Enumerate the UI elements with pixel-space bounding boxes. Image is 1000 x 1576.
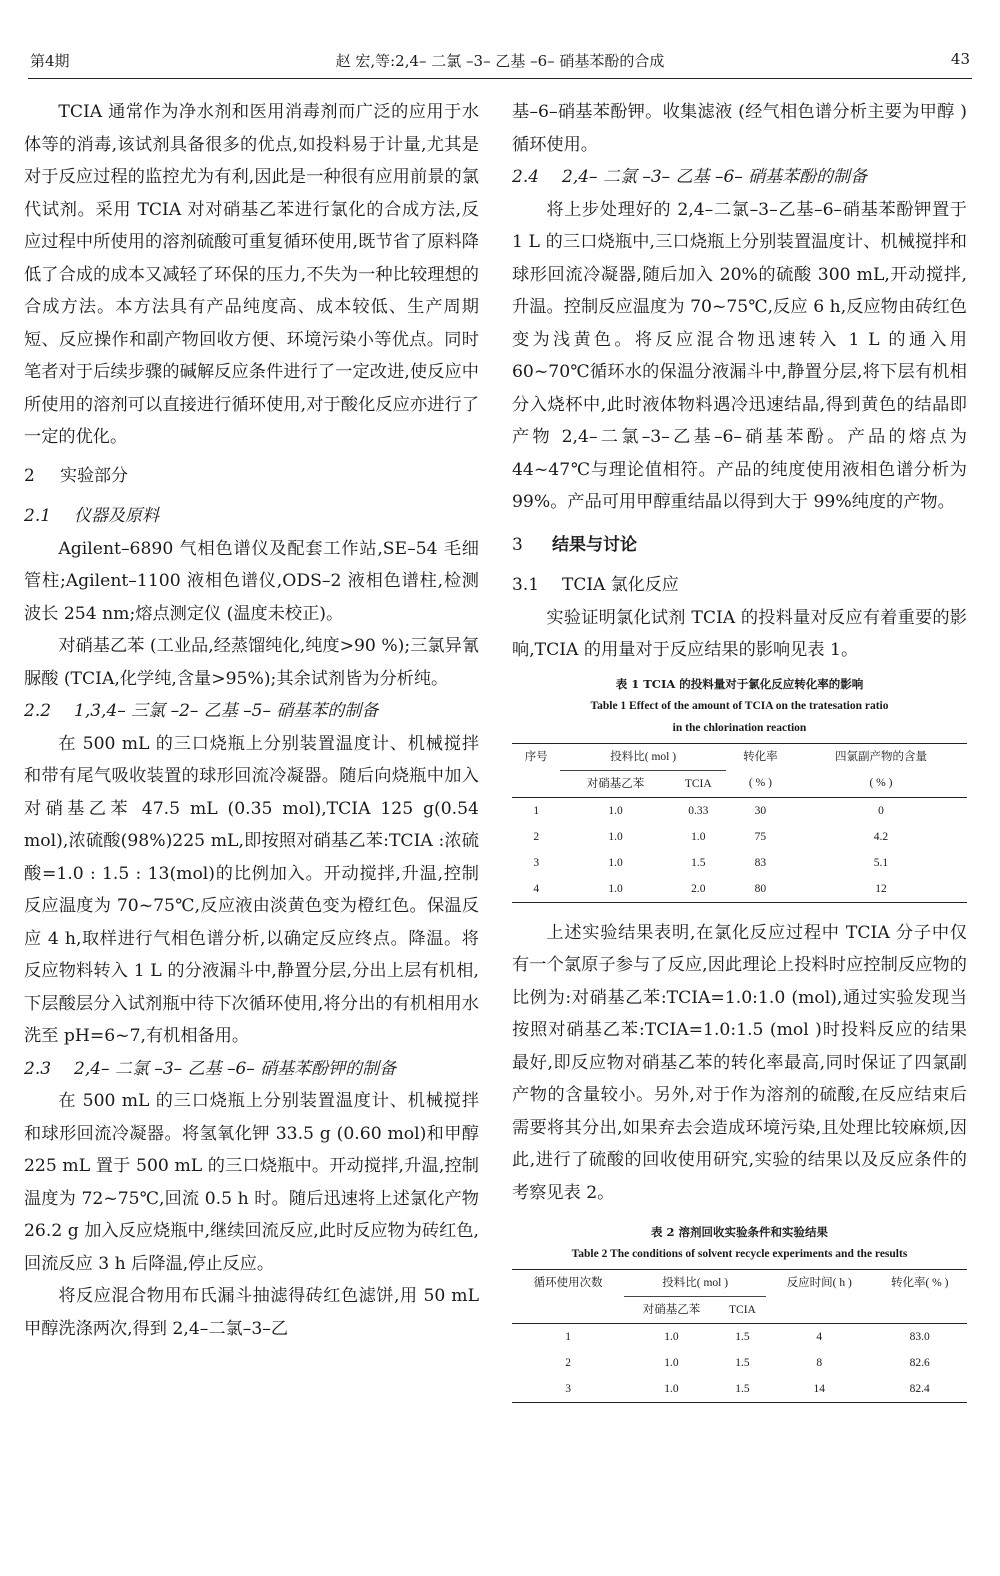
table-2-caption-en: Table 2 The conditions of solvent recycle experiments and the results [571, 1248, 908, 1260]
header-divider [28, 78, 972, 79]
table-2 [512, 1221, 967, 1403]
section-2-2-heading: 2.2 1,3,4– 三氯 –2– 乙基 –5– 硝基苯的制备 [24, 701, 379, 721]
table-2-header-conversion: 转化率( % ) [890, 1277, 949, 1290]
running-title: 赵 宏,等:2,4– 二氯 –3– 乙基 –6– 硝基苯酚的合成 [335, 52, 665, 70]
table-2-caption-cn: 表 2 溶剂回收实验条件和实验结果 [650, 1225, 828, 1239]
table-1-unit-conversion: ( % ) [726, 770, 795, 797]
table-1-subheader-tcia: TCIA [671, 770, 726, 797]
table-row: 1 1.0 0.33 30 0 [533, 804, 884, 817]
section-2-4-heading: 2.4 2,4– 二氯 –3– 乙基 –6– 硝基苯酚的制备 [512, 167, 868, 187]
section-3-1-heading: 3.1 TCIA 氯化反应 [512, 575, 679, 595]
table-2-header-ratio: 投料比( mol ) [624, 1270, 766, 1297]
table-1-unit-tetrachloro: ( % ) [795, 770, 967, 797]
table-2-grid [512, 1269, 967, 1403]
table-row: 1 1.0 1.5 4 83.0 [565, 1331, 930, 1343]
table-1-grid [512, 743, 967, 903]
table-1-caption-cn: 表 1 TCIA 的投料量对于氯化反应转化率的影响 [615, 676, 864, 691]
table-1-header-no: 序号 [524, 750, 548, 763]
materials-paragraph: 对硝基乙苯 (工业品,经蒸馏纯化,纯度>90 %);三氯异氰脲酸 (TCIA,化学纯,含量>95%);其余试剂皆为分析纯。 [24, 636, 479, 689]
section-2-4-paragraph: 将上步处理好的 2,4–二氯–3–乙基–6–硝基苯酚钾置于 1 L 的三口烧瓶中,三口烧瓶上分别装置温度计、机械搅拌和球形回流冷凝器,随后加入 20%的硫酸 300 mL,开动搅拌,升温。控制反应温度为 70~75℃,反应 6 h,反应物由砖红色变为浅黄色。将反应混合物迅速转入 1 L 的通入用 60~70℃循环水的保温分液漏斗中,静置分层,将下层有机相分入烧杯中,此时液体物料遇冷迅速结晶,得到黄色的结晶即产物 2,4–二氯–3–乙基–6–硝基苯酚。产品的熔点为 44~47℃与理论值相符。产品的纯度使用液相色谱分析为 99%。产品可用甲醇重结晶以得到大于 99%纯度的产物。 [512, 199, 967, 512]
section-2-2-paragraph: 在 500 mL 的三口烧瓶上分别装置温度计、机械搅拌和带有尾气吸收装置的球形回流冷凝器。随后向烧瓶中加入对硝基乙苯 47.5 mL (0.35 mol),TCIA 125 g(0.54 mol),浓硫酸(98%)225 mL,即按照对硝基乙苯:TCIA :浓硫酸=1.0 : 1.5 : 13(mol)的比例加入。开动搅拌,升温,控制反应温度为 70~75℃,反应液由淡黄色变为橙红色。保温反应 4 h,取样进行气相色谱分析,以确定反应终点。降温。将反应物料转入 1 L 的分液漏斗中,静置分层,分出上层有机相,下层酸层分入试剂瓶中待下次循环使用,将分出的有机相用水洗至 pH=6~7,有机相备用。 [24, 733, 479, 1046]
table-2-header-time: 反应时间( h ) [786, 1277, 852, 1290]
right-column [512, 96, 967, 1417]
left-column [24, 96, 479, 1345]
table-row: 3 1.0 1.5 83 5.1 [533, 856, 889, 869]
table-1-caption-en-1: Table 1 Effect of the amount of TCIA on the tratesation ratio [590, 699, 889, 712]
table-1-header-tetrachloro: 四氯副产物的含量 [834, 750, 927, 763]
table-row: 3 1.0 1.5 14 82.4 [565, 1383, 930, 1395]
instruments-paragraph: Agilent–6890 气相色谱仪及配套工作站,SE–54 毛细管柱;Agilent–1100 液相色谱仪,ODS–2 液相色谱柱,检测波长 254 nm;熔点测定仪 (温度未校正)。 [24, 538, 479, 624]
section-2-1-heading: 2.1 仪器及原料 [24, 506, 159, 526]
table-1-caption-en-2: in the chlorination reaction [672, 721, 807, 734]
section-2-3-paragraph-1: 在 500 mL 的三口烧瓶上分别装置温度计、机械搅拌和球形回流冷凝器。将氢氧化钾 33.5 g (0.60 mol)和甲醇 225 mL 置于 500 mL 的三口烧瓶中。开动搅拌,升温,控制温度为 72~75℃,回流 0.5 h 时。随后迅速将上述氯化产物 26.2 g 加入反应烧瓶中,继续回流反应,此时反应物为砖红色,回流反应 3 h 后降温,停止反应。 [24, 1091, 479, 1274]
table-2-subheader-tcia: TCIA [719, 1297, 766, 1324]
table-1-header-ratio: 投料比( mol ) [560, 743, 726, 770]
section-2-3-continued: 基–6–硝基苯酚钾。收集滤液 (经气相色谱分析主要为甲醇 )循环使用。 [512, 102, 967, 155]
table-2-subheader-nitroethylbenzene: 对硝基乙苯 [624, 1297, 719, 1324]
intro-paragraph: TCIA 通常作为净水剂和医用消毒剂而广泛的应用于水体等的消毒,该试剂具备很多的优点,如投料易于计量,尤其是对于反应过程的监控尤为有利,因此是一种很有应用前景的氯代试剂。采用 TCIA 对对硝基乙苯进行氯化的合成方法,反应过程中所使用的溶剂硫酸可重复循环使用,既节省了原料降低了合成的成本又减轻了环保的压力,不失为一种比较理想的合成方法。本方法具有产品纯度高、成本较低、生产周期短、反应操作和副产物回收方便、环境污染小等优点。同时笔者对于后续步骤的碱解反应条件进行了一定改进,使反应中所使用的溶剂可以直接进行循环使用,对于酸化反应亦进行了一定的优化。 [24, 102, 479, 447]
issue-number: 第4期 [30, 52, 70, 70]
section-3-1-paragraph: 实验证明氯化试剂 TCIA 的投料量对反应有着重要的影响,TCIA 的用量对于反应结果的影响见表 1。 [512, 607, 967, 660]
table-1-discussion: 上述实验结果表明,在氯化反应过程中 TCIA 分子中仅有一个氯原子参与了反应,因此理论上投料时应控制反应物的比例为:对硝基乙苯:TCIA=1.0:1.0 (mol),通过实验发现当按照对硝基乙苯:TCIA=1.0:1.5 (mol )时投料反应的结果最好,即反应物对硝基乙苯的转化率最高,同时保证了四氯副产物的含量较小。另外,对于作为溶剂的硫酸,在反应结束后需要将其分出,如果弃去会造成环境污染,且处理比较麻烦,因此,进行了硫酸的回收使用研究,实验的结果以及反应条件的考察见表 2。 [512, 922, 967, 1203]
section-2-heading: 2 实验部分 [24, 465, 128, 486]
table-1-header-conversion: 转化率 [743, 750, 778, 763]
table-2-header-cycle: 循环使用次数 [533, 1277, 603, 1290]
table-1 [512, 673, 967, 903]
table-row: 4 1.0 2.0 80 12 [533, 882, 887, 895]
page-number: 43 [950, 50, 970, 68]
table-1-subheader-nitroethylbenzene: 对硝基乙苯 [560, 770, 670, 797]
table-row: 2 1.0 1.0 75 4.2 [533, 830, 889, 843]
section-2-3-paragraph-2: 将反应混合物用布氏漏斗抽滤得砖红色滤饼,用 50 mL 甲醇洗涤两次,得到 2,4–二氯–3–乙 [24, 1286, 479, 1339]
table-row: 2 1.0 1.5 8 82.6 [565, 1357, 930, 1369]
section-3-heading: 3 结果与讨论 [512, 534, 637, 555]
section-2-3-heading: 2.3 2,4– 二氯 –3– 乙基 –6– 硝基苯酚钾的制备 [24, 1058, 397, 1079]
running-header [30, 50, 970, 78]
